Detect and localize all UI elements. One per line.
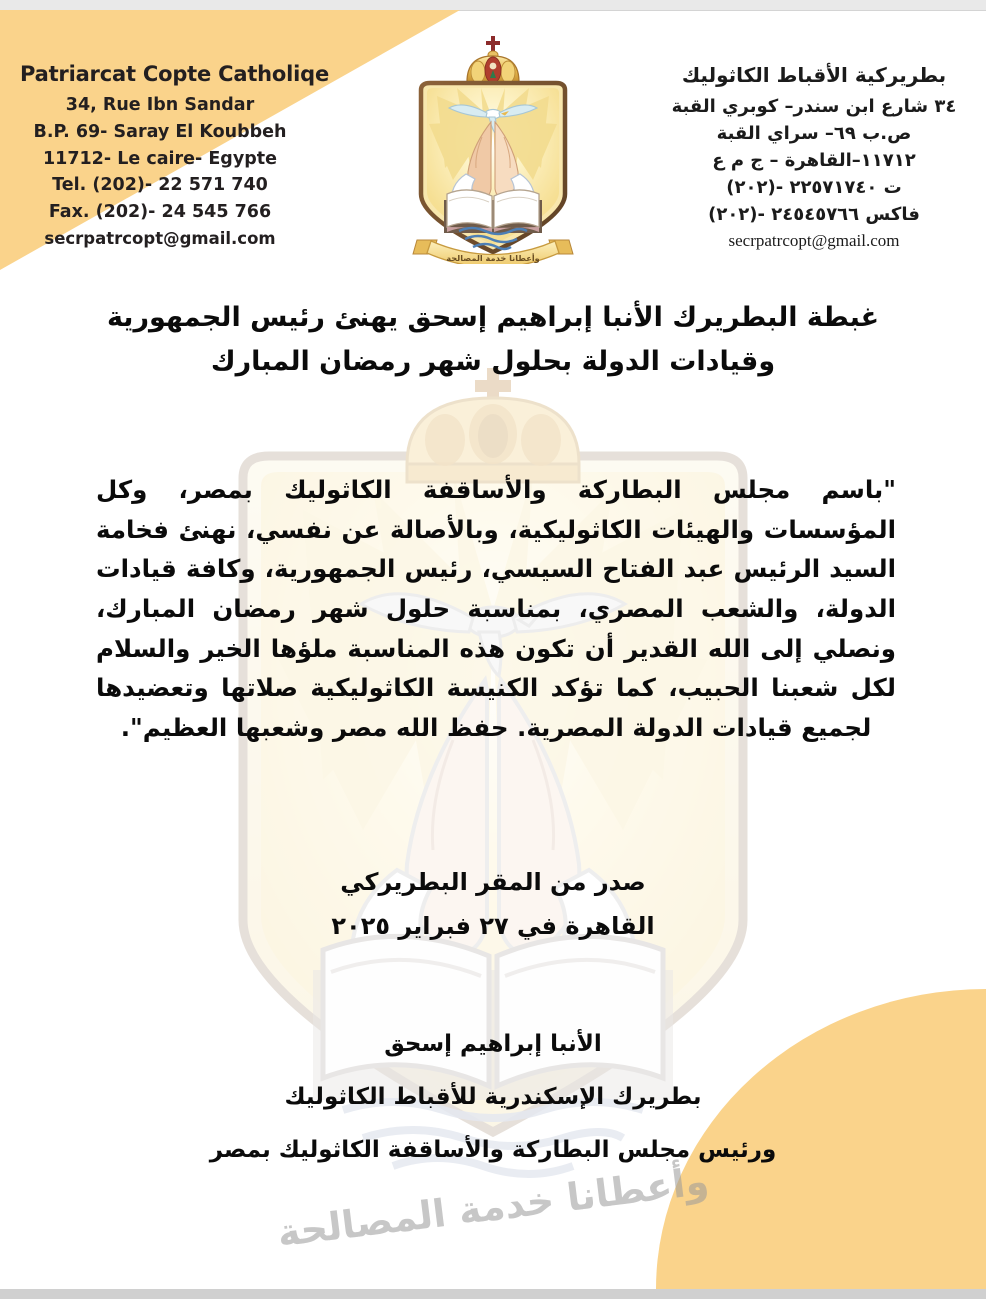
email-arabic: secrpatrcopt@gmail.com xyxy=(728,231,900,250)
statement-paragraph: "باسم مجلس البطاركة والأساقفة الكاثوليك بمصر، وكل المؤسسات والهيئات الكاثوليكية، وبالأصالة عن نفسي، نهنئ فخامة السيد الرئيس عبد الفتاح السيسي، رئيس الجمهورية، وكافة قيادات الدولة، والشعب المصري، بمناسبة حلول شهر رمضان المبارك، ونصلي إلى الله القدير أن تكون هذه المناسبة ملؤها الخير والسلام لكل شعبنا الحبيب، كما تؤكد الكنيسة الكاثوليكية صلاتها وتعضيدها لجميع قيادات الدولة المصرية. حفظ الله مصر وشعبها العظيم". xyxy=(96,475,896,743)
address-line-3-french: 11712- Le caire- Egypte xyxy=(42,148,278,169)
address-line-2-arabic: ص.ب ٦٩– سراي القبة xyxy=(716,123,912,144)
signature-block xyxy=(88,1018,898,1177)
fax-french: Fax. (202)- 24 545 766 xyxy=(48,202,272,223)
address-line-1-arabic: ٣٤ شارع ابن سندر– كوبري القبة xyxy=(671,96,957,117)
address-line-1-french: 34, Rue Ibn Sandar xyxy=(65,95,255,116)
scan-edge-bottom xyxy=(0,1289,986,1299)
phone-french: Tel. (202)- 22 571 740 xyxy=(52,175,268,196)
page-title: غبطة البطريرك الأنبا إبراهيم إسحق يهنئ رئيس الجمهورية وقيادات الدولة بحلول شهر رمضان المبارك xyxy=(106,302,880,377)
signatory-name: الأنبا إبراهيم إسحق xyxy=(384,1031,602,1057)
address-line-2-french: B.P. 69- Saray El Koubbeh xyxy=(33,121,287,142)
signatory-title-primary: بطريرك الإسكندرية للأقباط الكاثوليك xyxy=(284,1083,702,1110)
email-french: secrpatrcopt@gmail.com xyxy=(44,228,276,248)
watermark-motto: وأعطانا خدمة المصالحة xyxy=(274,1158,712,1256)
organization-name-arabic: بطريركية الأقباط الكاثوليك xyxy=(681,63,947,87)
phone-arabic: ت ٢٢٥٧١٧٤٠ -(٢٠٢) xyxy=(726,177,902,198)
issued-place-date-line: القاهرة في ٢٧ فبراير ٢٠٢٥ xyxy=(331,912,655,941)
issuance-block xyxy=(88,860,898,949)
fax-arabic: فاكس ٢٤٥٤٥٧٦٦ -(٢٠٢) xyxy=(708,204,920,225)
issued-from-line: صدر من المقر البطريركي xyxy=(340,868,646,896)
signatory-title-secondary: ورئيس مجلس البطاركة والأساقفة الكاثوليك بمصر xyxy=(209,1136,777,1163)
organization-name-french: Patriarcat Copte Catholiqe xyxy=(20,62,330,86)
address-line-3-arabic: ١١٧١٢–القاهرة – ج م ع xyxy=(712,150,916,171)
crest-motto-text: وأعطانا خدمة المصالحة xyxy=(446,253,540,263)
